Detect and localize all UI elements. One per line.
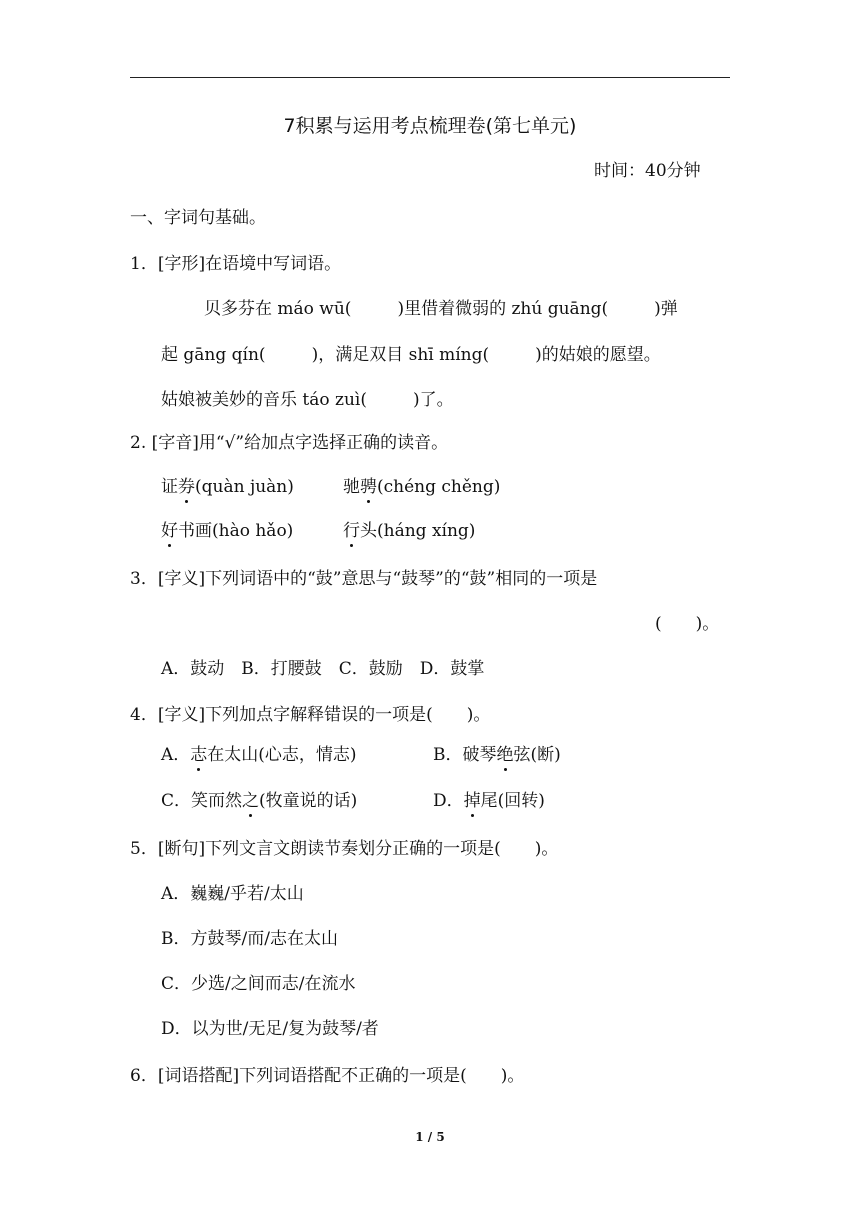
q2-item-1 <box>161 474 294 500</box>
dotted-char: 掉 <box>464 788 481 814</box>
q2-char: 证 <box>161 477 178 497</box>
q4-option-c[interactable] <box>161 788 357 814</box>
q4-option-d[interactable] <box>433 788 545 814</box>
q1-text: )弹 <box>654 299 678 319</box>
q1-line-2 <box>161 342 661 368</box>
q1-text: 姑娘被美妙的音乐 táo zuì( <box>161 390 367 410</box>
option-text: (牧童说的话) <box>259 791 358 811</box>
q6-stem: 6．[词语搭配]下列词语搭配不正确的一项是( )。 <box>130 1066 525 1086</box>
dotted-char: 志 <box>190 742 207 768</box>
section-heading: 一、字词句基础。 <box>130 208 266 228</box>
q2-pinyin[interactable]: (chéng chěng) <box>377 477 501 497</box>
option-text: 尾(回转) <box>480 791 545 811</box>
q2-pinyin[interactable]: 头(háng xíng) <box>360 521 476 541</box>
page-number: 1 / 5 <box>415 1130 445 1144</box>
q1-text: )的姑娘的愿望。 <box>535 345 661 365</box>
q1-text: 起 gāng qín( <box>161 345 266 365</box>
option-text: 在太山(心志，情志) <box>207 745 357 765</box>
q1-text: 贝多芬在 máo wū( <box>204 299 352 319</box>
q2-item-4 <box>343 518 475 544</box>
dotted-char: 券 <box>178 474 195 500</box>
dotted-char: 绝 <box>497 742 514 768</box>
q1-text: )里借着微弱的 zhú guāng( <box>397 299 609 319</box>
q4-option-b[interactable] <box>433 742 561 768</box>
q2-pinyin[interactable]: 书画(hào hǎo) <box>178 521 294 541</box>
q2-pinyin[interactable]: (quàn juàn) <box>195 477 294 497</box>
q1-line-3 <box>161 387 454 413</box>
option-letter: D． <box>433 791 464 811</box>
option-text: B．破琴 <box>433 745 497 765</box>
q2-stem: 2. [字音]用“√”给加点字选择正确的读音。 <box>130 433 449 453</box>
q5-stem: 5．[断句]下列文言文朗读节奏划分正确的一项是( )。 <box>130 839 559 859</box>
dotted-char: 骋 <box>360 474 377 500</box>
q2-char: 驰 <box>343 477 360 497</box>
q4-option-a[interactable] <box>161 742 357 768</box>
q5-option-c[interactable]: C．少选/之间而志/在流水 <box>161 974 356 994</box>
page-title: 7积累与运用考点梳理卷(第七单元) <box>283 115 577 137</box>
q1-line-1 <box>204 296 678 322</box>
dotted-char: 好 <box>161 518 178 544</box>
time-limit: 时间：40分钟 <box>594 161 701 181</box>
q4-stem: 4．[字义]下列加点字解释错误的一项是( )。 <box>130 705 491 725</box>
header-rule <box>130 77 730 78</box>
q5-option-a[interactable]: A．巍巍/乎若/太山 <box>161 884 304 904</box>
option-text: C．笑而然 <box>161 791 243 811</box>
option-letter: A． <box>161 745 191 765</box>
q3-stem: 3．[字义]下列词语中的“鼓”意思与“鼓琴”的“鼓”相同的一项是 <box>130 569 598 589</box>
q1-text: )，满足双目 shī míng( <box>311 345 490 365</box>
q1-text: )了。 <box>412 390 454 410</box>
dotted-char: 之 <box>242 788 259 814</box>
dotted-char: 行 <box>343 518 360 544</box>
q2-item-2 <box>343 474 500 500</box>
q3-options[interactable]: A．鼓动 B．打腰鼓 C．鼓励 D．鼓掌 <box>161 659 485 679</box>
answer-paren[interactable]: ( )。 <box>655 614 720 634</box>
q1-stem: 1．[字形]在语境中写词语。 <box>130 254 342 274</box>
option-text: 弦(断) <box>513 745 561 765</box>
q5-option-d[interactable]: D．以为世/无足/复为鼓琴/者 <box>161 1019 379 1039</box>
q5-option-b[interactable]: B．方鼓琴/而/志在太山 <box>161 929 338 949</box>
q2-item-3 <box>161 518 293 544</box>
